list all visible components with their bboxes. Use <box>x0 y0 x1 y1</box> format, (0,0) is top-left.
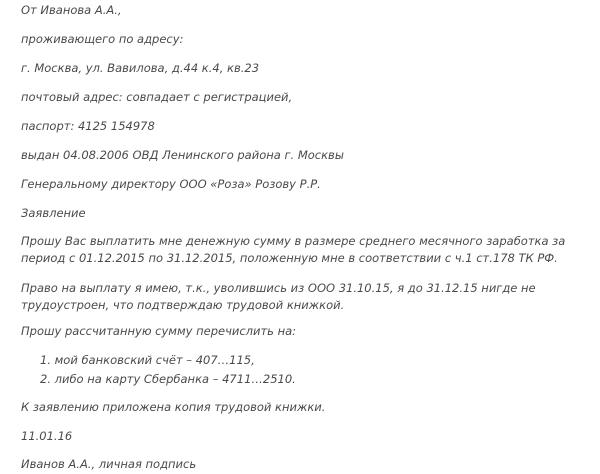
address-line: г. Москва, ул. Вавилова, д.44 к.4, кв.23 <box>21 61 260 75</box>
signature-line: Иванов А.А., личная подпись <box>21 457 197 471</box>
list-item: 2. либо на карту Сбербанка – 4711…2510. <box>40 372 296 386</box>
residence-label: проживающего по адресу: <box>21 32 184 46</box>
entitlement-paragraph: Право на выплату я имею, т.к., уволившись из ООО 31.10.15, я до 31.12.15 нигде не трудоустроен, что подтверждаю трудовой книжкой. <box>21 281 536 312</box>
sender-line: От Иванова А.А., <box>21 3 122 17</box>
issued-by-line: выдан 04.08.2006 ОВД Ленинского района г. Москвы <box>21 148 344 162</box>
postal-address-line: почтовый адрес: совпадает с регистрацией, <box>21 90 293 104</box>
transfer-paragraph: Прошу рассчитанную сумму перечислить на: <box>21 324 297 338</box>
recipient-line: Генеральному директору ООО «Роза» Розову Р.Р. <box>21 177 321 191</box>
attachment-line: К заявлению приложена копия трудовой книжки. <box>21 400 326 414</box>
list-item: 1. мой банковский счёт – 407…115, <box>40 353 255 367</box>
date-line: 11.01.16 <box>21 429 73 443</box>
document-title: Заявление <box>21 206 86 220</box>
request-paragraph: Прошу Вас выплатить мне денежную сумму в размере среднего месячного заработка за период с 01.12.2015 по 31.12.2015, положенную мне в соответствии с ч.1 ст.178 ТК РФ. <box>21 234 566 265</box>
passport-line: паспорт: 4125 154978 <box>21 119 155 133</box>
